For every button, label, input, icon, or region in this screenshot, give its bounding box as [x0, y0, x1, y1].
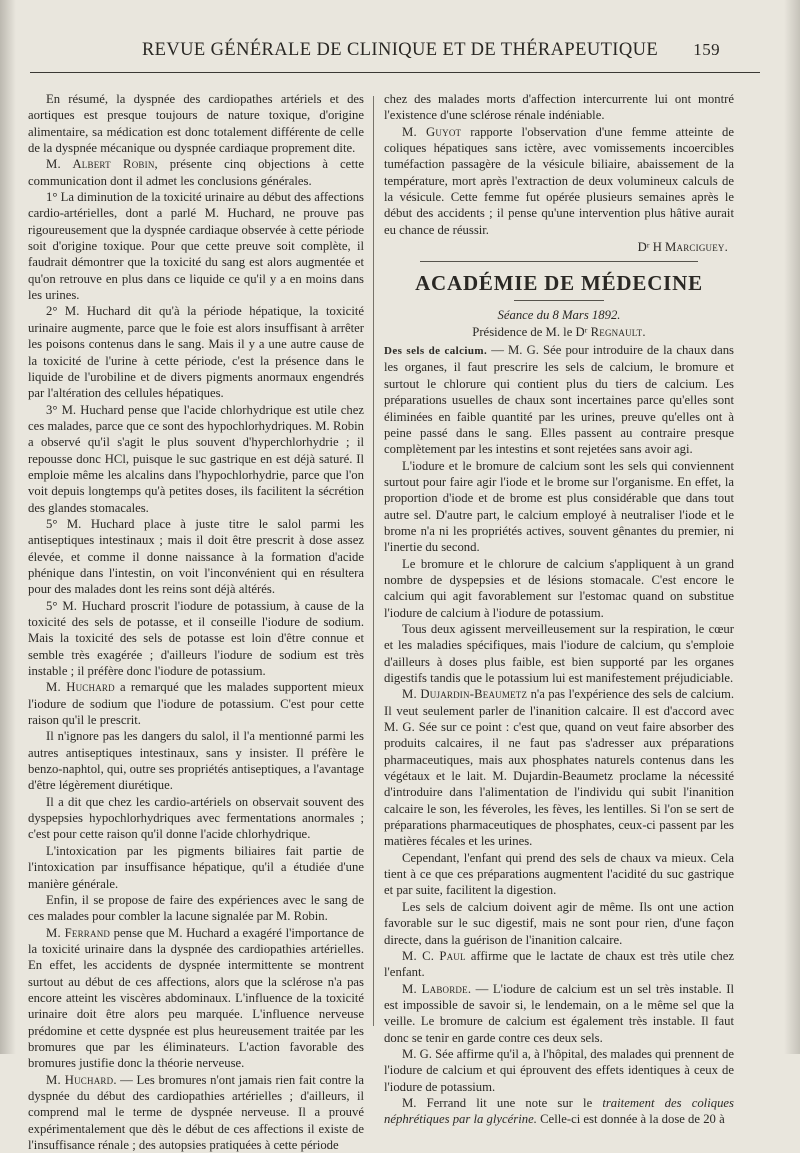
page-edge-shadow-right — [784, 0, 800, 1054]
paragraph — [384, 1095, 734, 1128]
paragraph: Les sels de calcium doivent agir de même. Ils ont une action favorable sur le suc digestif, mais ne sont pour rien, d'une façon directe, dans la guérison de l'inanition calcaire. — [384, 899, 734, 947]
paragraph — [384, 124, 734, 238]
speaker-name: M. Guyot — [402, 124, 462, 139]
paragraph — [384, 686, 734, 849]
page-number: 159 — [693, 40, 720, 59]
section-title: ACADÉMIE DE MÉDECINE — [415, 271, 703, 296]
paragraph-text: a remarqué que les malades supportent mieux l'iodure de sodium que l'iodure de potassium. C'est pour cette raison qu'il le prescrit. — [28, 680, 364, 728]
speaker-name: M. Huchard — [46, 680, 115, 695]
section-rule-top — [420, 261, 698, 262]
page-edge-shadow-left — [0, 0, 16, 1054]
paragraph-text: Celle-ci est donnée à la dose de 20 à — [536, 1112, 725, 1127]
italic-title: traitement des coliques néphrétiques par la glycérine. — [384, 1095, 734, 1127]
paragraph — [384, 948, 734, 981]
speaker-name: M. Laborde — [402, 981, 468, 996]
paragraph: L'iodure et le bromure de calcium sont les sels qui conviennent surtout pour faire agir l'iode et le brome sur l'organisme. En effet, la proportion d'iode et de brome est plus considérable que dans tout autre sel. D'autre part, le calcium employé à neutraliser l'iode et le brome n'a ni les propriétés actives, souvent gênantes du premier, ni l'inertie du second. — [384, 458, 734, 555]
paragraph-text: . — L'iodure de calcium est un sel très instable. Il est impossible de savoir si, le lendemain, on a le même sel que la veille. Le bromure de calcium est également très instable. Il faut donc se tenir en garde contre ces deux sels. — [384, 981, 734, 1045]
paragraph-text: pense que M. Huchard a exagéré l'importance de la toxicité urinaire dans la dyspnée des cardiopathies artérielles. En effet, les accidents de dyspnée intermittente se montrent surtout au début de ces affections, alors que la sclérose n'a pas encore atteint les viscères abdominaux. L'influence de la toxicité urinaire doit être alors peu marquée. L'influence nerveuse prédomine et cette dyspnée est plus heureusement traitée par les bromures que par les éliminateurs. L'action favorable des bromures justifie donc la théorie nerveuse. — [28, 925, 364, 1071]
speaker-name: M. Dujardin-Beaumetz — [402, 687, 528, 702]
paragraph — [28, 1072, 364, 1153]
paragraph: chez des malades morts d'affection intercurrente lui ont montré l'existence d'une sclérose rénale indéniable. — [384, 92, 734, 123]
right-column — [384, 91, 734, 1128]
author-signature — [384, 239, 734, 255]
paragraph — [28, 925, 364, 1072]
paragraph-text: affirme que le lactate de chaux est très utile chez l'enfant. — [384, 948, 735, 980]
paragraph: Il a dit que chez les cardio-artériels on observait souvent des dyspepsies hypochlorhydriques avec fermentations anormales ; c'est pour cette raison qu'il donne l'acide chlorhydrique. — [28, 794, 364, 842]
signature-name: Marciguey. — [665, 240, 728, 255]
paragraph: 3° M. Huchard pense que l'acide chlorhydrique est utile chez ces malades, parce que ce sont des hypochlorhydriques. M. Robin a observé qu'il s'agit le plus souvent d'hyperchlorhydrie ; il repousse donc HCl, puisque le suc gastrique en est déjà saturé. Il emploie même les alcalins dans l'hypochlorhydrie, parce que l'on voit depuis longtemps qu'à petites doses, ils facilitent la sécrétion des glandes stomacales. — [28, 402, 364, 515]
speaker-name: M. C. Paul — [402, 948, 466, 963]
speaker-name: M. Huchard — [46, 1072, 114, 1087]
running-header — [24, 40, 776, 66]
paragraph — [28, 679, 364, 728]
paragraph — [28, 156, 364, 189]
running-title: REVUE GÉNÉRALE DE CLINIQUE ET DE THÉRAPEUTIQUE — [141, 40, 659, 60]
paragraph: 5° M. Huchard place à juste titre le salol parmi les antiseptiques intestinaux ; mais il doit être prescrit à dose assez élevée, et comme il donne naissance à la formation d'acide phénique dans l'intestin, on voit l'inconvénient qui en résultera pour des malades dont les reins sont déjà altérés. — [28, 516, 364, 597]
speaker-name: M. Ferrand — [46, 925, 111, 940]
signature-prefix: Dʳ H — [637, 240, 666, 255]
paragraph-text: — M. G. Sée pour introduire de la chaux dans les organes, il faut prescrire les sels de calcium, le bromure et surtout le chlorure qui contient plus du tiers de calcium. Les préparations usuelles de chaux sont incertaines parce qu'elles sont éliminées en faible quantité par les urines, preuve qu'elles ont à peine passé dans le sang. Elles passent au contraire presque complètement par les intestins et sont rejetées sans avoir agi. — [384, 343, 734, 457]
speaker-name: M. Albert Robin — [46, 157, 155, 172]
paragraph: 5° M. Huchard proscrit l'iodure de potassium, à cause de la toxicité des sels de potasse, et il conseille l'iodure de sodium. Mais la toxicité des sels de potasse est loin d'être connue et semble très exagérée ; d'ailleurs l'iodure de sodium est très instable ; il préfère donc l'iodure de potassium. — [28, 598, 364, 679]
paragraph — [384, 981, 734, 1046]
paragraph-text: n'a pas l'expérience des sels de calcium. Il veut seulement parler de l'inanition calcaire. Il est d'accord avec M. G. Sée sur ce point : c'est que, quand on veut faire absorber des produits calcaires, il ne faut pas s'adresser aux préparations pharmaceutiques, mais aux phosphates naturels contenus dans les végétaux et le lait. M. Dujardin-Beaumetz proclame la nécessité d'introduire dans l'alimentation de l'individu qui subit l'inanition calcaire le son, les féveroles, les fèves, les lentilles. Si l'on se sert de préparations pharmaceutiques de phosphates, ceux-ci passent par les matières fécales et les urines. — [384, 687, 735, 849]
paragraph-text: , présente cinq objections à cette communication dont il admet les conclusions générales. — [28, 157, 364, 188]
paragraph-text: rapporte l'observation d'une femme atteinte de coliques hépatiques sans ictère, avec vomissements incoercibles tuméfaction passagère de la vésicule biliaire, abaissement de la température, mort après l'extraction de deux volumineux calculs de la vésicule. Cette femme fut opérée plusieurs semaines après le début des accidents ; il pense qu'une intervention plus hâtive aurait eu chance de réussir. — [384, 124, 734, 237]
subsection-heading: Des sels de calcium. — [384, 345, 488, 358]
paragraph: Enfin, il se propose de faire des expériences avec le sang de ces malades pour combler la lacune signalée par M. Robin. — [28, 892, 364, 924]
paragraph: L'intoxication par les pigments biliaires fait partie de l'intoxication par insuffisance hépatique, qu'il a étudiée d'une manière générale. — [28, 843, 364, 891]
column-separator — [373, 96, 374, 1026]
paragraph: M. G. Sée affirme qu'il a, à l'hôpital, des malades qui prennent de l'iodure de calcium et qui éprouvent des effets identiques à ceux de l'iodure de potassium. — [384, 1046, 735, 1094]
president-name: Regnault. — [590, 324, 646, 339]
paragraph: En résumé, la dyspnée des cardiopathes artériels et des aortiques est presque toujours de nature toxique, d'origine alimentaire, sa médication est donc totalement différente de celle de la dyspnée mécanique ou dyspnée cardiaque proprement dite. — [28, 92, 364, 156]
presidency-prefix: Présidence de M. le Dʳ — [472, 324, 591, 339]
paragraph: 2° M. Huchard dit qu'à la période hépatique, la toxicité urinaire augmente, parce que le foie est alors insuffisant à arrêter les poisons contenus dans le sang. Mais il y a une autre cause de la toxicité de l'urine à cette période, c'est la présence dans le liquide de l'urobiline et de divers pigments anormaux engendrés par l'altération des cellules hépatiques. — [28, 304, 364, 401]
session-date: Séance du 8 Mars 1892. — [497, 308, 621, 323]
presidency-line — [384, 324, 734, 340]
paragraph: Le bromure et le chlorure de calcium s'appliquent à un grand nombre de dyspepsies et de lésions stomacale. C'est encore le calcium qui agit favorablement sur l'estomac quand on substitue l'iodure de calcium à l'iodure de potassium. — [384, 556, 734, 620]
paragraph: Il n'ignore pas les dangers du salol, il l'a mentionné parmi les autres antiseptiques intestinaux, sans y insister. Il préfère le benzo-naphtol, qui, outre ses propriétés antiseptiques, a l'avantage d'être légèrement diurétique. — [28, 729, 364, 793]
paragraph — [384, 342, 734, 457]
paragraph: 1° La diminution de la toxicité urinaire au début des affections cardio-artérielles, dont a parlé M. Huchard, ne prouve pas rigoureusement que la dyspnée cardiaque observée à cette période soit d'origine toxique. Pour que cette preuve soit complète, il faudrait démontrer que la toxicité du sang est alors augmentée et qu'on retrouve en plus dans ce liquide ce qu'il y a en moins dans les urines. — [28, 190, 364, 303]
paragraph-text: M. Ferrand lit une note sur le — [402, 1095, 603, 1110]
paragraph: Cependant, l'enfant qui prend des sels de chaux va mieux. Cela tient à ce que ces préparations augmentent l'acidité du suc gastrique et par suite, facilitent la digestion. — [384, 850, 734, 898]
header-rule — [30, 72, 760, 73]
section-rule-bottom — [514, 300, 604, 301]
left-column — [28, 91, 364, 1153]
paragraph-text: . — Les bromures n'ont jamais rien fait contre la dyspnée du début des cardiopathies artérielles ; d'ailleurs, il comprend mal le terme de dyspnée nerveuse. Il a prouvé expérimentalement que dès le début de ces affections il existe de l'insuffisance rénale ; des autopsies pratiquées à cette période — [28, 1072, 365, 1152]
paragraph: Tous deux agissent merveilleusement sur la respiration, le cœur et les maladies spécifiques, mais l'iodure de calcium, qu s'emploie d'ailleurs à doses plus faible, est bien supporté par les organes digestifs tandis que le potassium lui est manifestement préjudiciable. — [384, 621, 734, 685]
